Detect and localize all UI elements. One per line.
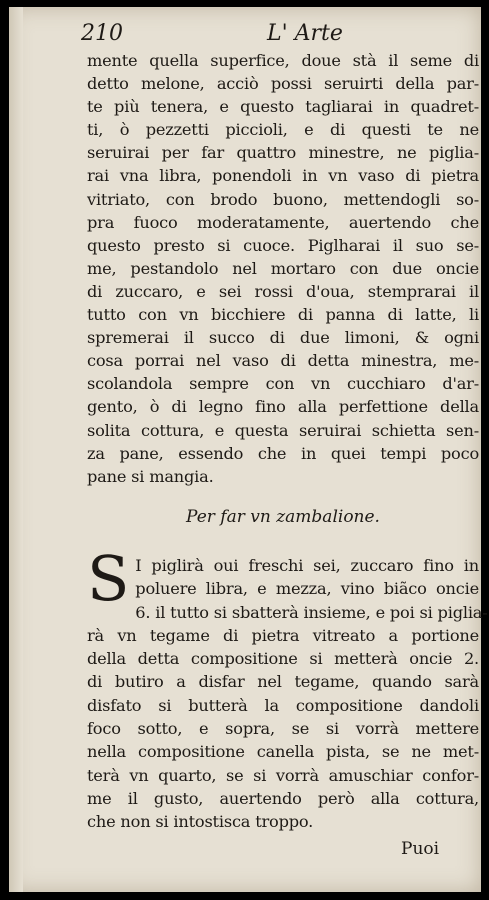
text-line: me, pestandolo nel mortaro con due oncie: [87, 258, 479, 278]
text-line: te più tenera, e questo tagliarai in quadret-: [87, 97, 479, 117]
text-line: poluere libra, e mezza, vino biãco oncie: [135, 579, 479, 599]
text-line: za pane, essendo che in quei tempi poco: [87, 443, 479, 463]
text-line: seruirai per far quattro minestre, ne piglia-: [87, 143, 479, 163]
recipe-title: Per far vn zambalione.: [186, 507, 380, 527]
drop-cap: S: [87, 542, 130, 615]
text-line: gento, ò di legno fino alla perfettione della: [87, 397, 479, 417]
text-line: terà vn quarto, se si vorrà amuschiar confor-: [87, 765, 479, 785]
text-line: della detta compositione si metterà oncie 2.: [87, 649, 479, 669]
book-page: [9, 7, 488, 892]
page-header: [81, 21, 471, 51]
text-line: cosa porrai nel vaso di detta minestra, me-: [87, 351, 479, 371]
text-line: rai vna libra, ponendoli in vn vaso di pietra: [87, 166, 479, 186]
text-line: mente quella superfice, doue stà il seme di: [87, 51, 479, 70]
continued-recipe-text: [87, 49, 479, 488]
text-line: pane si mangia.: [87, 466, 214, 486]
page-gutter: [9, 7, 23, 892]
text-line: di zuccaro, e sei rossi d'oua, stemprarai il: [87, 281, 479, 301]
text-line: me il gusto, auertendo però alla cottura,: [87, 788, 479, 808]
text-line: rà vn tegame di pietra vitreato a portione: [87, 625, 479, 645]
text-line: pra fuoco moderatamente, auertendo che: [87, 212, 479, 232]
text-line: solita cottura, e questa seruirai schietta sen-: [87, 420, 479, 440]
text-line: spremerai il succo di due limoni, & ogni: [87, 328, 479, 348]
text-line: che non si intostisca troppo.: [87, 812, 314, 832]
recipe-body: [87, 542, 488, 834]
text-line: scolandola sempre con vn cucchiaro d'ar-: [87, 374, 479, 394]
text-line: questo presto si cuoce. Piglharai il suo se-: [87, 235, 479, 255]
text-line: tutto con vn bicchiere di panna di latte, li: [87, 305, 479, 325]
text-line: vitriato, con brodo buono, mettendogli so-: [87, 189, 479, 209]
text-line: 6. il tutto si sbatterà insieme, e poi si piglia-: [135, 602, 488, 622]
text-line: di butiro a disfar nel tegame, quando sarà: [87, 672, 479, 692]
text-line: disfato si butterà la compositione dandoli: [87, 695, 479, 715]
page-number: 210: [81, 21, 123, 46]
text-line: foco sotto, e sopra, se si vorrà mettere: [87, 719, 479, 739]
running-head: L' Arte: [267, 21, 343, 46]
catchword: Puoi: [401, 839, 440, 859]
text-line: nella compositione canella pista, se ne met-: [87, 742, 479, 762]
text-line: I piglirà oui freschi sei, zuccaro fino in: [135, 556, 479, 575]
text-line: ti, ò pezzetti piccioli, e di questi te ne: [87, 120, 479, 140]
text-line: detto melone, acciò possi seruirti della par-: [87, 74, 479, 94]
